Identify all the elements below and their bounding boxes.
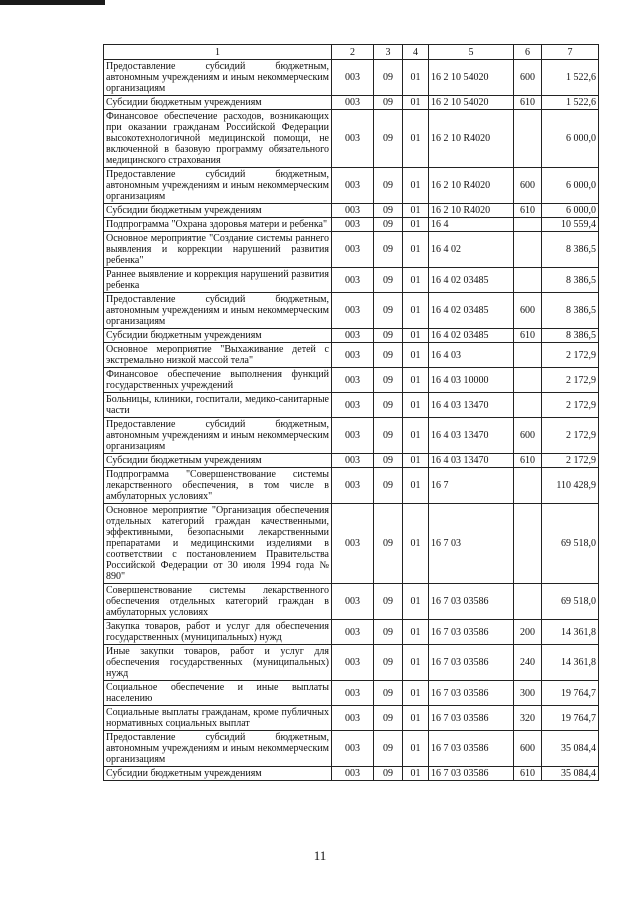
ministry-code: 003 [332,681,374,706]
table-row [104,96,599,110]
target-article: 16 4 02 [429,232,514,268]
target-article: 16 4 03 13470 [429,393,514,418]
row-description: Социальное обеспечение и иные выплаты населению [104,681,332,706]
ministry-code: 003 [332,204,374,218]
section-code: 09 [374,504,403,584]
target-article: 16 7 03 03586 [429,645,514,681]
section-code: 09 [374,268,403,293]
ministry-code: 003 [332,504,374,584]
ministry-code: 003 [332,329,374,343]
ministry-code: 003 [332,343,374,368]
table-row [104,620,599,645]
expense-type [514,218,542,232]
row-description: Предоставление субсидий бюджетным, автономным учреждениям и иным некоммерческим организациям [104,731,332,767]
section-code: 09 [374,232,403,268]
section-code: 09 [374,584,403,620]
target-article: 16 4 03 [429,343,514,368]
section-code: 09 [374,60,403,96]
section-code: 09 [374,393,403,418]
target-article: 16 4 03 10000 [429,368,514,393]
expense-type [514,268,542,293]
subsection-code: 01 [403,293,429,329]
expense-type: 610 [514,96,542,110]
expense-type: 200 [514,620,542,645]
amount: 35 084,4 [542,731,599,767]
ministry-code: 003 [332,60,374,96]
expense-type: 600 [514,293,542,329]
amount: 6 000,0 [542,110,599,168]
section-code: 09 [374,731,403,767]
row-description: Совершенствование системы лекарственного обеспечения отдельных категорий граждан в амбулаторных условиях [104,584,332,620]
section-code: 09 [374,96,403,110]
table-row [104,329,599,343]
row-description: Больницы, клиники, госпитали, медико-санитарные части [104,393,332,418]
ministry-code: 003 [332,706,374,731]
budget-table [103,44,599,781]
target-article: 16 7 03 03586 [429,681,514,706]
amount: 14 361,8 [542,620,599,645]
amount: 2 172,9 [542,418,599,454]
ministry-code: 003 [332,96,374,110]
header-col-1: 1 [104,45,332,60]
table-row [104,584,599,620]
header-col-3: 3 [374,45,403,60]
ministry-code: 003 [332,767,374,781]
subsection-code: 01 [403,60,429,96]
amount: 1 522,6 [542,96,599,110]
table-row [104,418,599,454]
table-row [104,232,599,268]
expense-type [514,504,542,584]
amount: 14 361,8 [542,645,599,681]
subsection-code: 01 [403,343,429,368]
table-row [104,767,599,781]
expense-type [514,393,542,418]
page-number: 11 [313,848,327,863]
header-col-7: 7 [542,45,599,60]
subsection-code: 01 [403,368,429,393]
expense-type: 600 [514,60,542,96]
subsection-code: 01 [403,204,429,218]
amount: 6 000,0 [542,168,599,204]
section-code: 09 [374,645,403,681]
section-code: 09 [374,329,403,343]
row-description: Субсидии бюджетным учреждениям [104,204,332,218]
target-article: 16 7 03 [429,504,514,584]
row-description: Предоставление субсидий бюджетным, автономным учреждениям и иным некоммерческим организациям [104,60,332,96]
section-code: 09 [374,706,403,731]
expense-type: 600 [514,418,542,454]
subsection-code: 01 [403,454,429,468]
subsection-code: 01 [403,168,429,204]
amount: 19 764,7 [542,706,599,731]
ministry-code: 003 [332,418,374,454]
expense-type [514,343,542,368]
table-row [104,343,599,368]
expense-type [514,468,542,504]
amount: 35 084,4 [542,767,599,781]
row-description: Финансовое обеспечение расходов, возникающих при оказании гражданам Российской Федерации высокотехнологичной медицинской помощи, не включенной в базовую программу обязательного медицинского страхования [104,110,332,168]
ministry-code: 003 [332,368,374,393]
row-description: Субсидии бюджетным учреждениям [104,767,332,781]
amount: 69 518,0 [542,504,599,584]
subsection-code: 01 [403,110,429,168]
ministry-code: 003 [332,454,374,468]
target-article: 16 4 03 13470 [429,418,514,454]
target-article: 16 4 [429,218,514,232]
target-article: 16 4 02 03485 [429,329,514,343]
table-row [104,454,599,468]
subsection-code: 01 [403,218,429,232]
expense-type: 240 [514,645,542,681]
section-code: 09 [374,110,403,168]
section-code: 09 [374,454,403,468]
table-row [104,468,599,504]
table-row [104,110,599,168]
target-article: 16 2 10 54020 [429,96,514,110]
subsection-code: 01 [403,468,429,504]
subsection-code: 01 [403,681,429,706]
row-description: Основное мероприятие "Организация обеспечения отдельных категорий граждан качественными, эффективными, безопасными лекарственными препаратами и медицинскими изделиями в соответствии с постановлением Правительства Российской Федерации от 30 июля 1994 года № 890" [104,504,332,584]
amount: 2 172,9 [542,393,599,418]
target-article: 16 4 03 13470 [429,454,514,468]
expense-type [514,368,542,393]
ministry-code: 003 [332,620,374,645]
table-row [104,268,599,293]
subsection-code: 01 [403,767,429,781]
table-row [104,168,599,204]
target-article: 16 7 03 03586 [429,731,514,767]
subsection-code: 01 [403,232,429,268]
amount: 19 764,7 [542,681,599,706]
row-description: Подпрограмма "Совершенствование системы лекарственного обеспечения, в том числе в амбулаторных условиях" [104,468,332,504]
subsection-code: 01 [403,731,429,767]
expense-type: 300 [514,681,542,706]
target-article: 16 4 02 03485 [429,268,514,293]
expense-type: 600 [514,731,542,767]
subsection-code: 01 [403,584,429,620]
section-code: 09 [374,418,403,454]
subsection-code: 01 [403,329,429,343]
row-description: Подпрограмма "Охрана здоровья матери и ребенка" [104,218,332,232]
row-description: Основное мероприятие "Создание системы раннего выявления и коррекции нарушений развития ребенка" [104,232,332,268]
row-description: Закупка товаров, работ и услуг для обеспечения государственных (муниципальных) нужд [104,620,332,645]
expense-type: 600 [514,168,542,204]
section-code: 09 [374,293,403,329]
row-description: Субсидии бюджетным учреждениям [104,454,332,468]
ministry-code: 003 [332,645,374,681]
table-row [104,731,599,767]
target-article: 16 2 10 54020 [429,60,514,96]
row-description: Иные закупки товаров, работ и услуг для обеспечения государственных (муниципальных) нужд [104,645,332,681]
ministry-code: 003 [332,110,374,168]
header-col-2: 2 [332,45,374,60]
top-edge-bar [0,0,105,5]
subsection-code: 01 [403,96,429,110]
section-code: 09 [374,168,403,204]
amount: 6 000,0 [542,204,599,218]
row-description: Субсидии бюджетным учреждениям [104,96,332,110]
expense-type [514,232,542,268]
amount: 8 386,5 [542,268,599,293]
ministry-code: 003 [332,468,374,504]
row-description: Предоставление субсидий бюджетным, автономным учреждениям и иным некоммерческим организациям [104,293,332,329]
ministry-code: 003 [332,268,374,293]
ministry-code: 003 [332,232,374,268]
subsection-code: 01 [403,620,429,645]
amount: 1 522,6 [542,60,599,96]
table-row [104,60,599,96]
row-description: Предоставление субсидий бюджетным, автономным учреждениям и иным некоммерческим организациям [104,168,332,204]
header-col-5: 5 [429,45,514,60]
amount: 8 386,5 [542,232,599,268]
subsection-code: 01 [403,645,429,681]
expense-type [514,110,542,168]
target-article: 16 2 10 R4020 [429,204,514,218]
table-row [104,218,599,232]
table-row [104,293,599,329]
subsection-code: 01 [403,393,429,418]
amount: 8 386,5 [542,293,599,329]
table-row [104,368,599,393]
ministry-code: 003 [332,293,374,329]
row-description: Субсидии бюджетным учреждениям [104,329,332,343]
amount: 110 428,9 [542,468,599,504]
expense-type: 610 [514,454,542,468]
ministry-code: 003 [332,393,374,418]
section-code: 09 [374,620,403,645]
table-row [104,681,599,706]
expense-type: 610 [514,329,542,343]
subsection-code: 01 [403,268,429,293]
target-article: 16 7 03 03586 [429,706,514,731]
table-row [104,504,599,584]
expense-type: 610 [514,767,542,781]
subsection-code: 01 [403,418,429,454]
table-row [104,645,599,681]
ministry-code: 003 [332,584,374,620]
section-code: 09 [374,681,403,706]
section-code: 09 [374,468,403,504]
target-article: 16 2 10 R4020 [429,110,514,168]
header-col-6: 6 [514,45,542,60]
expense-type [514,584,542,620]
expense-type: 610 [514,204,542,218]
target-article: 16 7 [429,468,514,504]
amount: 2 172,9 [542,368,599,393]
section-code: 09 [374,368,403,393]
ministry-code: 003 [332,731,374,767]
section-code: 09 [374,767,403,781]
table-header-row [104,45,599,60]
target-article: 16 7 03 03586 [429,767,514,781]
row-description: Социальные выплаты гражданам, кроме публичных нормативных социальных выплат [104,706,332,731]
table-row [104,706,599,731]
ministry-code: 003 [332,168,374,204]
ministry-code: 003 [332,218,374,232]
header-col-4: 4 [403,45,429,60]
target-article: 16 4 02 03485 [429,293,514,329]
amount: 2 172,9 [542,454,599,468]
amount: 8 386,5 [542,329,599,343]
amount: 69 518,0 [542,584,599,620]
amount: 10 559,4 [542,218,599,232]
row-description: Основное мероприятие "Выхаживание детей с экстремально низкой массой тела" [104,343,332,368]
row-description: Предоставление субсидий бюджетным, автономным учреждениям и иным некоммерческим организациям [104,418,332,454]
table-row [104,204,599,218]
target-article: 16 7 03 03586 [429,584,514,620]
table-row [104,393,599,418]
row-description: Раннее выявление и коррекция нарушений развития ребенка [104,268,332,293]
subsection-code: 01 [403,706,429,731]
amount: 2 172,9 [542,343,599,368]
row-description: Финансовое обеспечение выполнения функций государственных учреждений [104,368,332,393]
target-article: 16 2 10 R4020 [429,168,514,204]
subsection-code: 01 [403,504,429,584]
expense-type: 320 [514,706,542,731]
section-code: 09 [374,218,403,232]
section-code: 09 [374,343,403,368]
target-article: 16 7 03 03586 [429,620,514,645]
section-code: 09 [374,204,403,218]
